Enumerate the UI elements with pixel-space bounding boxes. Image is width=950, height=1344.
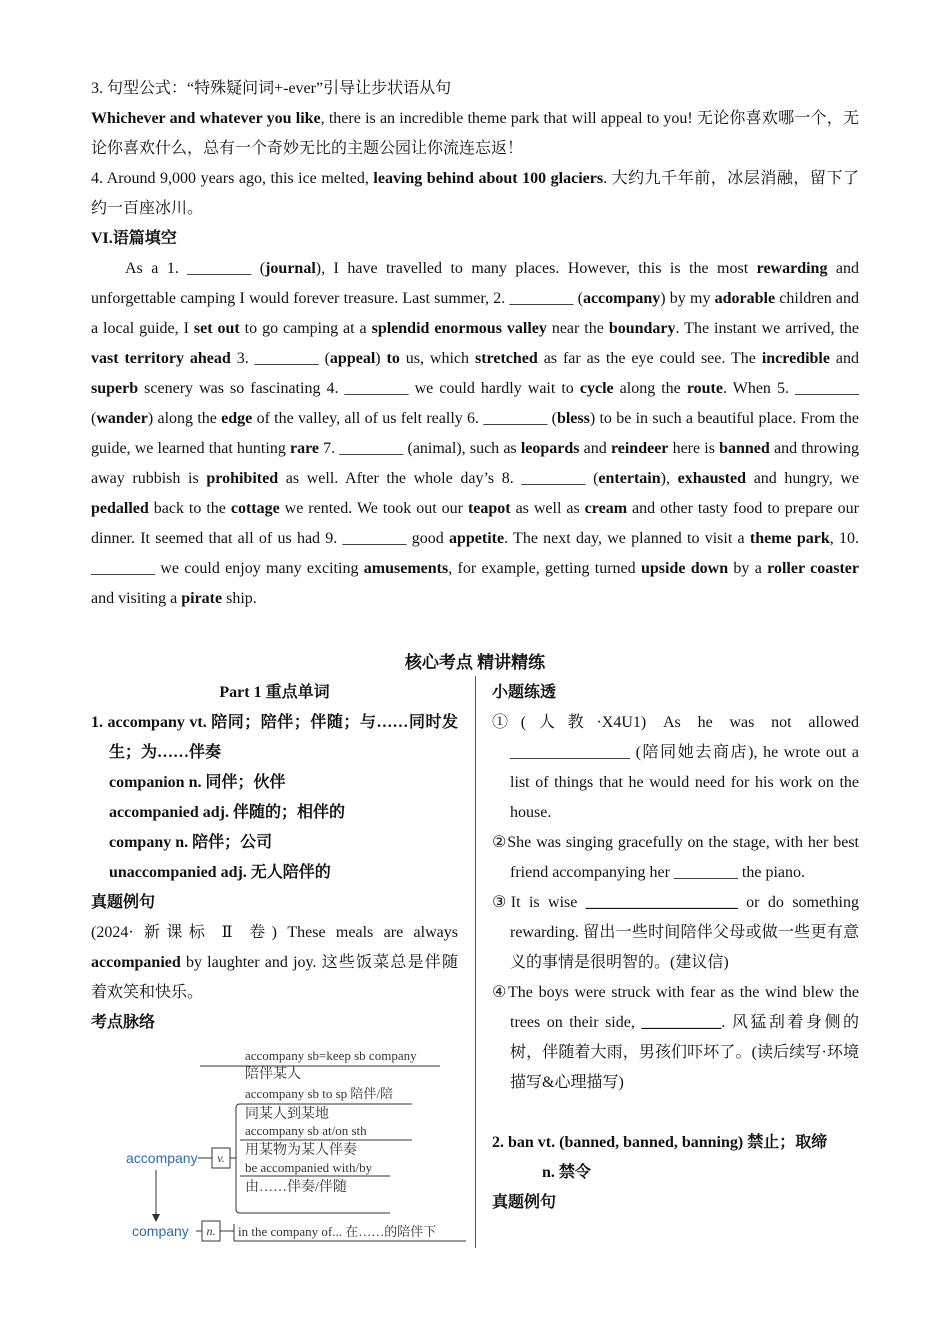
passage-text: ), I have travelled to many places. However, this is the most: [315, 260, 757, 277]
related-word: unaccompanied adj. 无人陪伴的: [109, 864, 331, 881]
passage-keyword: leopards: [520, 440, 580, 457]
passage-text: along the: [613, 380, 687, 397]
example-label: 真题例句: [91, 894, 156, 911]
passage-keyword: wander: [96, 410, 148, 427]
passage-keyword: reindeer: [610, 440, 669, 457]
passage-keyword: entertain: [598, 470, 661, 487]
top-section: [91, 74, 859, 614]
passage-keyword: amusements: [363, 560, 449, 577]
passage-keyword: incredible: [761, 350, 830, 367]
mind-map-svg: [90, 1038, 474, 1248]
answer-blank[interactable]: _______________: [510, 744, 630, 761]
related-word: company n. 陪伴；公司: [109, 834, 273, 851]
branch-en: accompany sb at/on sth: [245, 1123, 367, 1138]
answer-blank[interactable]: __________: [641, 1014, 722, 1031]
passage-text: of the valley, all of us felt really 6. ________ (: [252, 410, 557, 427]
mind-map: [90, 1038, 474, 1248]
vocab-item-2: 2. ban vt. (banned, banned, banning) 禁止；取缔: [492, 1134, 828, 1151]
example-label: 真题例句: [492, 1194, 557, 1211]
formula-line: 3. 句型公式：“特殊疑问词+-ever”引导让步状语从句: [91, 80, 452, 97]
passage-text: as well. After the whole day’s 8. ________ (: [278, 470, 599, 487]
passage-text: by a: [728, 560, 768, 577]
passage-keyword: splendid enormous valley: [371, 320, 547, 337]
passage-text: and throwing away rubbish is: [91, 440, 860, 487]
question-2: ②She was singing gracefully on the stage, with her best friend accompanying her ________ the piano.: [492, 834, 859, 881]
passage-keyword: journal: [265, 260, 316, 277]
passage-keyword: banned: [719, 440, 770, 457]
passage-keyword: adorable: [714, 290, 776, 307]
vocab-item-2-noun: n. 禁令: [542, 1164, 591, 1181]
passage-keyword: prohibited: [206, 470, 279, 487]
passage-keyword: boundary: [608, 320, 676, 337]
passage-text: as well as: [510, 500, 585, 517]
passage-text: scenery was so fascinating 4. ________ we could hardly wait to: [138, 380, 580, 397]
passage-text: ) by my: [660, 290, 715, 307]
branch-cn: 由……伴奏/伴随: [245, 1180, 347, 1195]
example-sentence-3: Whichever and whatever you like, there is an incredible theme park that will appeal to you! 无论你喜欢哪一个，无论你喜欢什么，总有一个奇妙无比的主题公园让你流连忘返！: [91, 110, 859, 157]
passage-keyword: teapot: [467, 500, 511, 517]
passage-text: ),: [660, 470, 678, 487]
passage-text: ship.: [222, 590, 257, 607]
passage-text: 7. ________ (animal), such as: [319, 440, 521, 457]
answer-blank[interactable]: ___________________: [585, 894, 738, 911]
example-sentence: (2024· 新课标 Ⅱ 卷) These meals are always accompanied by laughter and joy. 这些饭菜总是伴随着欢笑和快乐。: [91, 924, 458, 1001]
part-title: Part 1 重点单词: [219, 684, 330, 701]
practice-label: 小题练透: [492, 684, 557, 701]
passage-keyword: to: [386, 350, 400, 367]
v-tag: v.: [217, 1151, 225, 1165]
passage-text: As a 1. ________ (: [125, 260, 266, 277]
passage-keyword: accompany: [582, 290, 661, 307]
n-branch: in the company of... 在……的陪伴下: [238, 1224, 437, 1239]
passage-keyword: set out: [193, 320, 240, 337]
passage-text: and: [829, 350, 860, 367]
passage-keyword: vast territory ahead: [91, 350, 231, 367]
branch-cn: 用某物为某人伴奏: [245, 1143, 357, 1158]
spacer: [492, 1098, 859, 1128]
passage-text: . When 5. ________ (: [91, 380, 860, 427]
right-column: [492, 678, 859, 1218]
passage-keyword: theme park: [749, 530, 830, 547]
passage-text: . The next day, we planned to visit a: [504, 530, 750, 547]
passage-text: 3. ________ (: [230, 350, 330, 367]
core-heading: 核心考点 精讲精练: [404, 653, 546, 672]
passage-text: back to the: [148, 500, 231, 517]
question-3: ③It is wise ___________________ or do something rewarding. 留出一些时间陪伴父母或做一些更有意义的事情是很明智的。(建议信): [492, 894, 859, 971]
branch-en: accompany sb to sp 陪伴/陪: [245, 1086, 394, 1101]
passage-text: we rented. We took out our: [279, 500, 468, 517]
passage-keyword: cycle: [579, 380, 614, 397]
passage-keyword: appeal: [329, 350, 376, 367]
cloze-passage: [91, 254, 859, 614]
passage-text: near the: [546, 320, 609, 337]
passage-text: . The instant we arrived, the: [675, 320, 860, 337]
mind-map-label: 考点脉络: [91, 1014, 156, 1031]
passage-keyword: appetite: [449, 530, 505, 547]
passage-text: to go camping at a: [239, 320, 372, 337]
passage-text: and hungry, we: [746, 470, 860, 487]
passage-text: us, which: [399, 350, 475, 367]
passage-text: and other tasty food to prepare our dinner. It seemed that all of us had 9. ________ good: [91, 500, 860, 547]
passage-text: , 10. ________ we could enjoy many exciting: [91, 530, 860, 577]
passage-keyword: rare: [289, 440, 319, 457]
passage-text: and: [579, 440, 611, 457]
passage-keyword: pedalled: [91, 500, 149, 517]
passage-keyword: stretched: [474, 350, 538, 367]
passage-text: children and a local guide, I: [91, 290, 860, 337]
left-column: [91, 678, 458, 1248]
passage-text: ) along the: [147, 410, 222, 427]
passage-keyword: upside down: [640, 560, 729, 577]
example-sentence-4: 4. Around 9,000 years ago, this ice melted, leaving behind about 100 glaciers. 大约九千年前，冰层消融，留下了约一百座冰川。: [91, 170, 859, 217]
passage-keyword: bless: [556, 410, 590, 427]
branch-en: be accompanied with/by: [245, 1160, 373, 1175]
related-word: accompanied adj. 伴随的；相伴的: [109, 804, 346, 821]
passage-text: ) to be in such a beautiful place. From the guide, we learned that hunting: [91, 410, 860, 457]
passage-keyword: cream: [584, 500, 628, 517]
question-4: ④The boys were struck with fear as the wind blew the trees on their side, __________. 风猛刮着身侧的树，伴随着大雨，男孩们吓坏了。(读后续写·环境描写&心理描写): [492, 984, 859, 1091]
passage-text: , for example, getting turned: [448, 560, 641, 577]
branch-cn: 同某人到某地: [245, 1107, 329, 1122]
root-node: accompany: [126, 1150, 198, 1166]
branch-cn: 陪伴某人: [245, 1067, 301, 1082]
passage-keyword: pirate: [181, 590, 223, 607]
passage-keyword: rewarding: [756, 260, 828, 277]
passage-text: and unforgettable camping I would forever treasure. Last summer, 2. ________ (: [91, 260, 860, 307]
section-title: VI.语篇填空: [91, 230, 177, 247]
passage-keyword: roller coaster: [767, 560, 859, 577]
related-word: companion n. 同伴；伙伴: [109, 774, 286, 791]
passage-text: and visiting a: [91, 590, 182, 607]
column-divider: [475, 676, 476, 1248]
passage-text: as far as the eye could see. The: [537, 350, 762, 367]
passage-text: ): [375, 350, 387, 367]
passage-keyword: exhausted: [677, 470, 747, 487]
n-tag: n.: [206, 1224, 216, 1238]
passage-keyword: cottage: [230, 500, 280, 517]
passage-keyword: edge: [221, 410, 253, 427]
passage-keyword: superb: [91, 380, 139, 397]
question-1: ①(人教·X4U1) As he was not allowed _______________ (陪同她去商店), he wrote out a list of things that he would need for his work on the house.: [492, 714, 859, 821]
passage-text: here is: [668, 440, 720, 457]
branch-en: accompany sb=keep sb company: [245, 1048, 417, 1063]
vocab-item-1: 1. accompany vt. 陪同；陪伴；伴随；与……同时发生；为……伴奏: [91, 714, 458, 761]
child-node: company: [132, 1223, 189, 1239]
passage-keyword: route: [686, 380, 723, 397]
